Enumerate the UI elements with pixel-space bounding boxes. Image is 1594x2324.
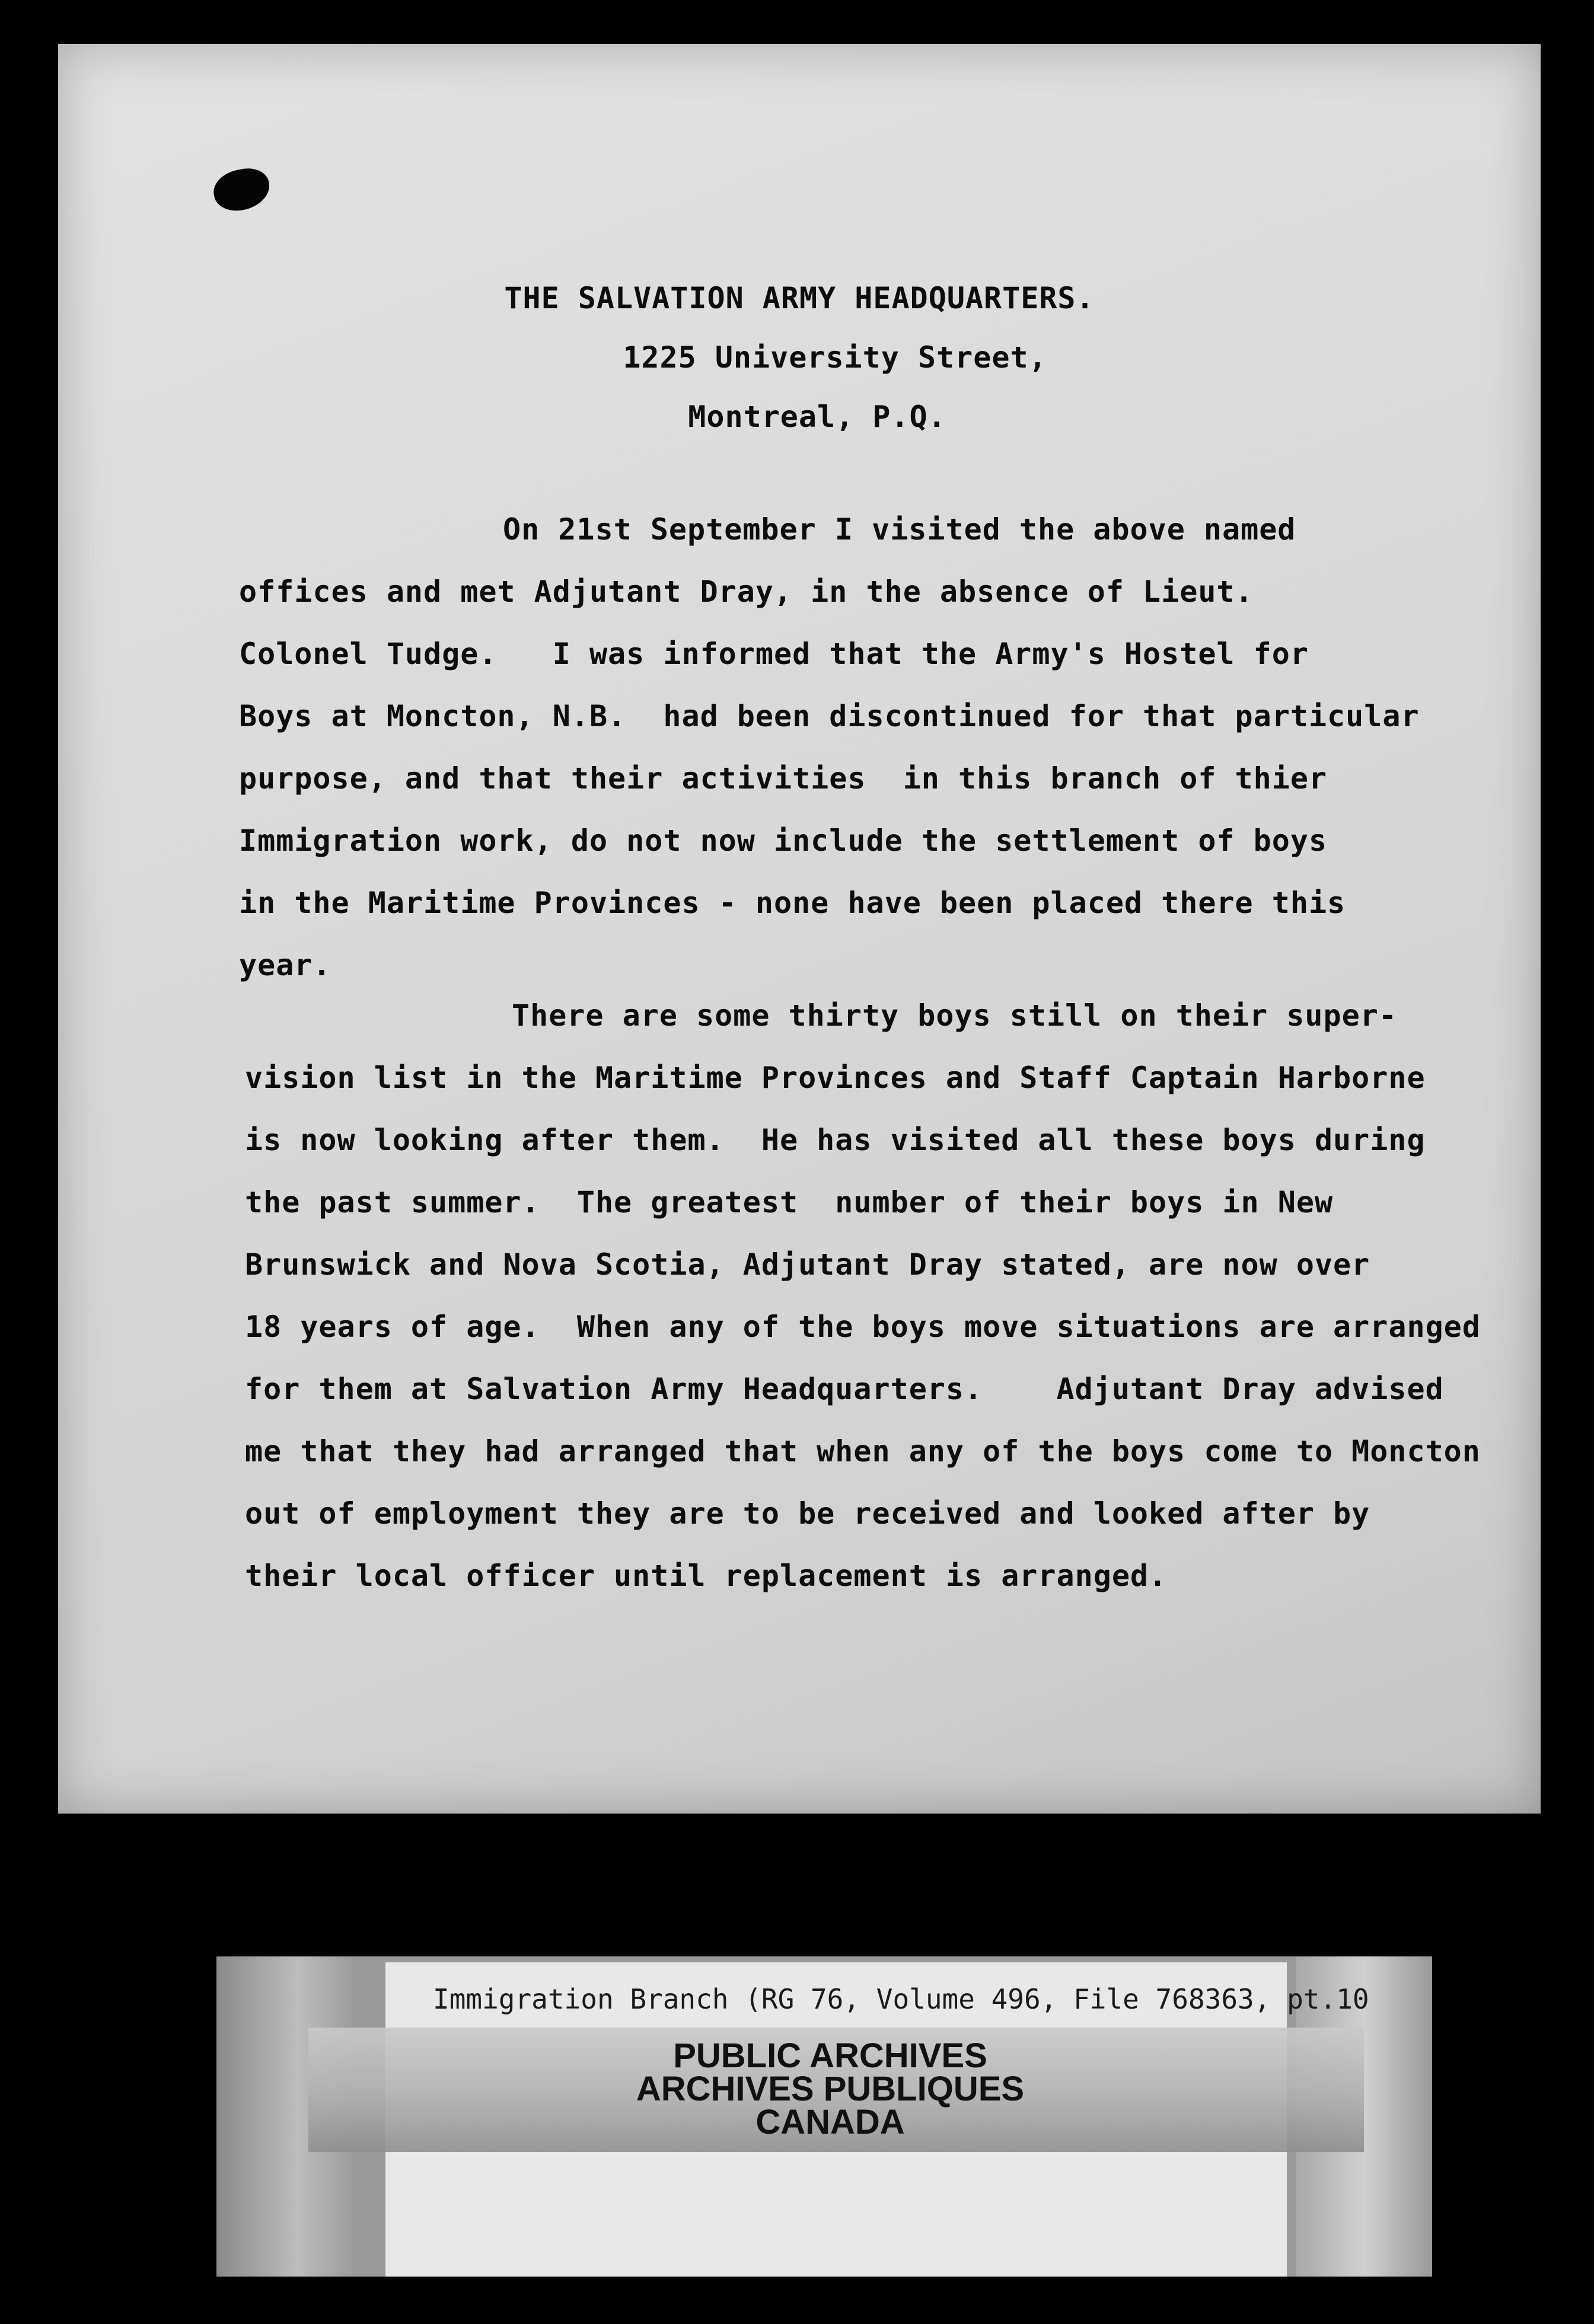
p2-line-5: Brunswick and Nova Scotia, Adjutant Dray stated, are now over — [245, 1247, 1370, 1282]
archive-reference: Immigration Branch (RG 76, Volume 496, File 768363, pt.10 — [433, 1983, 1369, 2015]
p1-line-7: in the Maritime Provinces - none have been placed there this — [239, 886, 1346, 920]
letter-page — [58, 44, 1541, 1814]
p1-line-2: offices and met Adjutant Dray, in the absence of Lieut. — [239, 574, 1254, 609]
p2-line-6: 18 years of age. When any of the boys move situations are arranged — [245, 1310, 1481, 1344]
heading-org: THE SALVATION ARMY HEADQUARTERS. — [504, 281, 1095, 315]
p2-line-2: vision list in the Maritime Provinces and Staff Captain Harborne — [245, 1061, 1426, 1095]
p1-line-8: year. — [239, 948, 331, 982]
p2-line-10: their local officer until replacement is arranged. — [245, 1559, 1168, 1593]
p2-line-3: is now looking after them. He has visited all these boys during — [245, 1123, 1426, 1157]
p2-line-8: me that they had arranged that when any of the boys come to Moncton — [245, 1434, 1481, 1469]
p1-line-5: purpose, and that their activities in this branch of thier — [239, 761, 1328, 796]
p2-line-7: for them at Salvation Army Headquarters. Adjutant Dray advised — [245, 1372, 1444, 1406]
heading-city: Montreal, P.Q. — [688, 400, 946, 434]
p1-line-4: Boys at Moncton, N.B. had been discontinued for that particular — [239, 699, 1420, 733]
stamp-line-2: ARCHIVES PUBLIQUES — [636, 2070, 1025, 2108]
stamp-line-3: CANADA — [755, 2103, 905, 2141]
heading-street: 1225 University Street, — [623, 340, 1047, 375]
archives-stamp — [593, 2036, 1067, 2141]
stamp-line-1: PUBLIC ARCHIVES — [673, 2036, 987, 2075]
p1-line-6: Immigration work, do not now include the settlement of boys — [239, 823, 1328, 858]
punch-hole — [210, 164, 273, 215]
p1-line-1: On 21st September I visited the above named — [503, 512, 1296, 547]
p2-line-4: the past summer. The greatest number of their boys in New — [245, 1185, 1334, 1220]
p2-line-9: out of employment they are to be received and looked after by — [245, 1496, 1370, 1531]
p1-line-3: Colonel Tudge. I was informed that the Army's Hostel for — [239, 637, 1309, 671]
p2-line-1: There are some thirty boys still on their super- — [512, 998, 1397, 1033]
